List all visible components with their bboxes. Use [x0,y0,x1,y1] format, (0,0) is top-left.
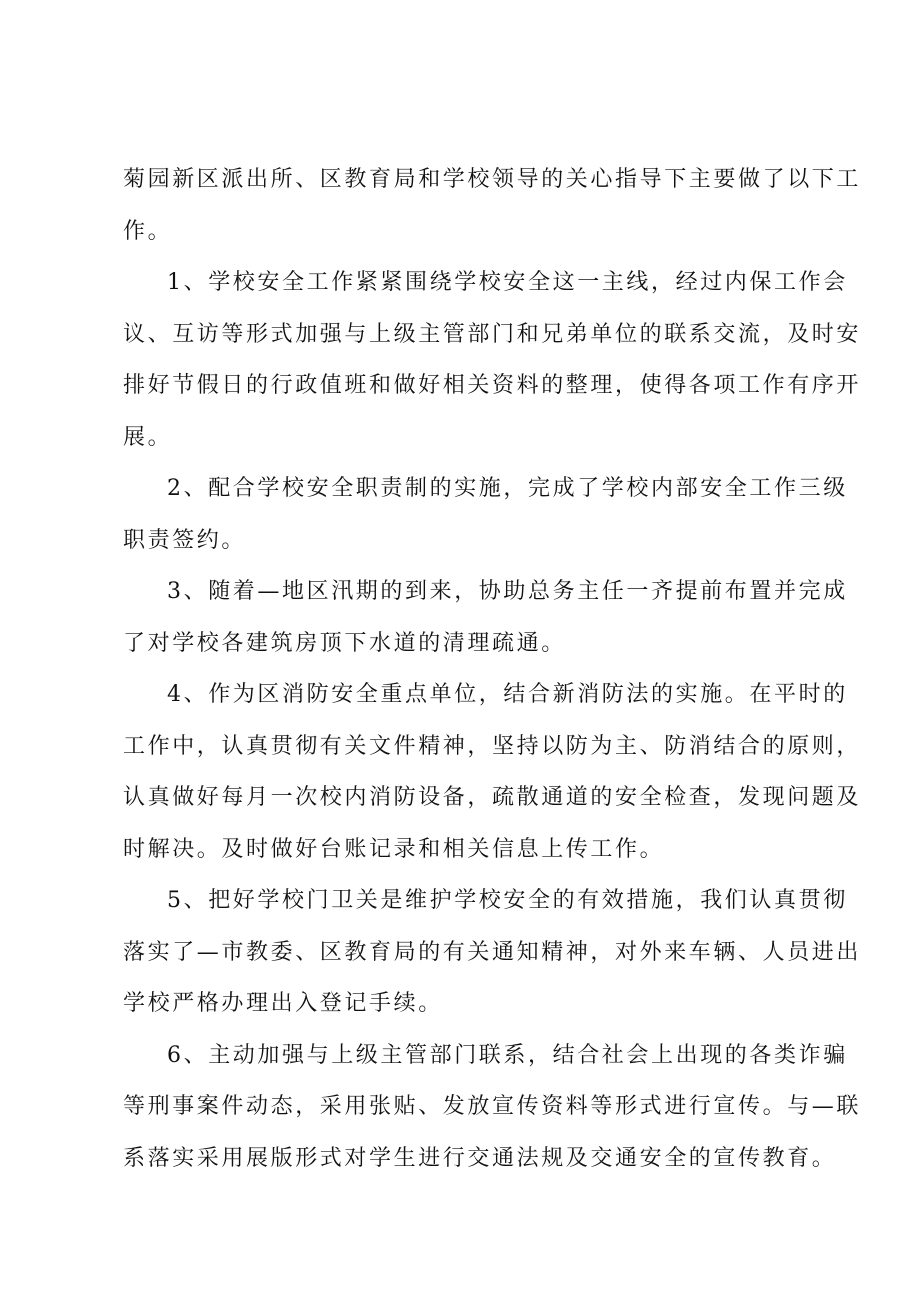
text-line: 认真做好每月一次校内消防设备，疏散通道的安全检查，发现问题及 [123,785,862,810]
paragraph-4-first-line: 4、作为区消防安全重点单位，结合新消防法的实施。在平时的 [167,682,848,707]
text-line: 议、互访等形式加强与上级主管部门和兄弟单位的联系交流，及时安 [123,322,862,347]
text-line: 排好节假日的行政值班和做好相关资料的整理，使得各项工作有序开 [123,373,862,398]
paragraph-5-first-line: 5、把好学校门卫关是维护学校安全的有效措施，我们认真贯彻 [167,888,848,913]
text-line: 落实了—市教委、区教育局的有关通知精神，对外来车辆、人员进出 [123,940,862,965]
text-line: 学校严格办理出入登记手续。 [123,991,443,1016]
paragraph-2-first-line: 2、配合学校安全职责制的实施，完成了学校内部安全工作三级 [167,476,848,501]
text-line: 了对学校各建筑房顶下水道的清理疏通。 [123,631,566,656]
text-line: 作。 [123,219,173,244]
paragraph-1-first-line: 1、学校安全工作紧紧围绕学校安全这一主线，经过内保工作会 [167,270,848,295]
text-line: 时解决。及时做好台账记录和相关信息上传工作。 [123,837,665,862]
paragraph-3-first-line: 3、随着—地区汛期的到来，协助总务主任一齐提前布置并完成 [167,579,848,604]
text-line: 职责签约。 [123,528,247,553]
text-line: 工作中，认真贯彻有关文件精神，坚持以防为主、防消结合的原则， [123,734,862,759]
text-line: 展。 [123,425,173,450]
text-line: 菊园新区派出所、区教育局和学校领导的关心指导下主要做了以下工 [123,167,862,192]
text-line: 等刑事案件动态，采用张贴、发放宣传资料等形式进行宣传。与—联 [123,1094,862,1119]
text-line: 系落实采用展版形式对学生进行交通法规及交通安全的宣传教育。 [123,1146,837,1171]
paragraph-6-first-line: 6、主动加强与上级主管部门联系，结合社会上出现的各类诈骗 [167,1043,848,1068]
